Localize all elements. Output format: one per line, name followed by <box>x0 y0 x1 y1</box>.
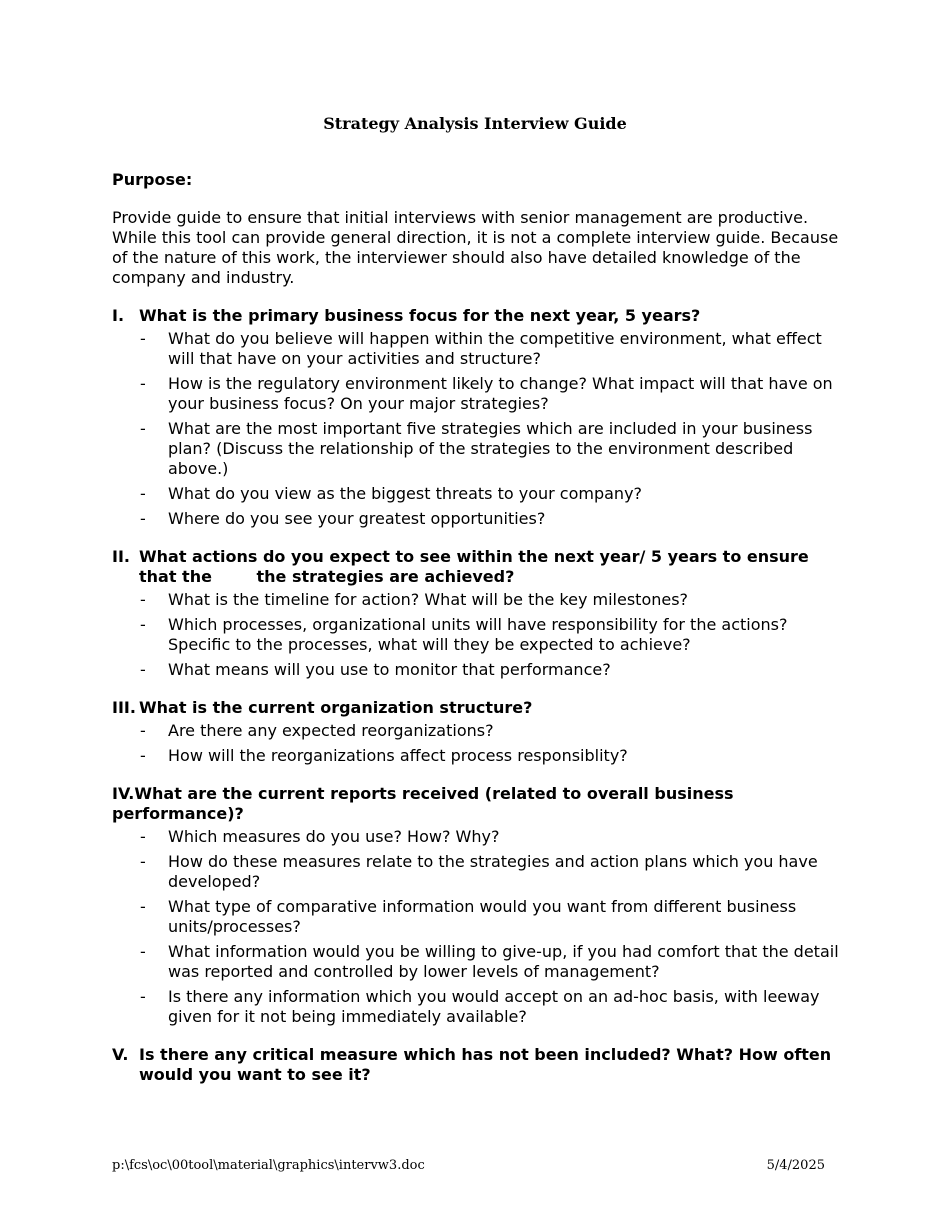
question-text: How is the regulatory environment likely to change? What impact will that have on your business focus? On your major strategies? <box>168 374 833 413</box>
dash-bullet: - <box>140 746 146 765</box>
list-item <box>112 590 842 610</box>
question-text: Is there any information which you would accept on an ad-hoc basis, with leeway given for it not being immediately available? <box>168 987 820 1026</box>
section-4 <box>112 784 842 1027</box>
list-item <box>112 987 842 1027</box>
question-text: How do these measures relate to the strategies and action plans which you have developed? <box>168 852 818 891</box>
dash-bullet: - <box>140 897 146 916</box>
section-2 <box>112 547 842 680</box>
question-list <box>112 590 842 680</box>
list-item <box>112 660 842 680</box>
list-item <box>112 615 842 655</box>
section-number: III. <box>112 698 136 717</box>
list-item <box>112 827 842 847</box>
section-heading <box>112 1045 842 1085</box>
question-list <box>112 827 842 1027</box>
question-text: What do you believe will happen within the competitive environment, what effect will that have on your activities and structure? <box>168 329 822 368</box>
dash-bullet: - <box>140 374 146 393</box>
list-item <box>112 942 842 982</box>
section-heading <box>112 784 842 824</box>
dash-bullet: - <box>140 590 146 609</box>
section-heading-text: What actions do you expect to see within the next year/ 5 years to ensure that the the strategies are achieved? <box>139 547 815 586</box>
dash-bullet: - <box>140 615 146 634</box>
section-heading <box>112 306 842 326</box>
section-number: I. <box>112 306 125 325</box>
question-text: Are there any expected reorganizations? <box>168 721 494 740</box>
question-text: How will the reorganizations affect process responsiblity? <box>168 746 628 765</box>
section-number: II. <box>112 547 130 566</box>
list-item <box>112 374 842 414</box>
document-body <box>112 170 842 1103</box>
list-item <box>112 484 842 504</box>
section-number: IV. <box>112 784 135 803</box>
purpose-heading: Purpose: <box>112 170 193 189</box>
question-text: What is the timeline for action? What will be the key milestones? <box>168 590 689 609</box>
section-heading-text: Is there any critical measure which has not been included? What? How often would you want to see it? <box>139 1045 832 1084</box>
list-item <box>112 852 842 892</box>
dash-bullet: - <box>140 721 146 740</box>
section-heading-text: What is the current organization structure? <box>139 698 533 717</box>
footer-date: 5/4/2025 <box>766 1158 825 1173</box>
question-text: What information would you be willing to give-up, if you had comfort that the detail was reported and controlled by lower levels of management? <box>168 942 839 981</box>
section-heading <box>112 547 842 587</box>
list-item <box>112 419 842 479</box>
section-3 <box>112 698 842 766</box>
list-item <box>112 746 842 766</box>
dash-bullet: - <box>140 987 146 1006</box>
section-heading <box>112 698 842 718</box>
dash-bullet: - <box>140 419 146 438</box>
question-text: What means will you use to monitor that performance? <box>168 660 611 679</box>
question-text: What type of comparative information would you want from different business units/processes? <box>168 897 797 936</box>
list-item <box>112 897 842 937</box>
question-text: Which measures do you use? How? Why? <box>168 827 500 846</box>
purpose-paragraph: Provide guide to ensure that initial interviews with senior management are productive. While this tool can provide general direction, it is not a complete interview guide. Because of the nature of this work, the interviewer should also have detailed knowledge of the company and industry. <box>112 208 839 287</box>
dash-bullet: - <box>140 660 146 679</box>
question-text: Where do you see your greatest opportunities? <box>168 509 546 528</box>
question-list <box>112 329 842 529</box>
section-5 <box>112 1045 842 1085</box>
dash-bullet: - <box>140 942 146 961</box>
list-item <box>112 329 842 369</box>
dash-bullet: - <box>140 484 146 503</box>
footer-file-path: p:\fcs\oc\00tool\material\graphics\intervw3.doc <box>112 1158 425 1173</box>
question-list <box>112 721 842 766</box>
question-text: What are the most important five strategies which are included in your business plan? (Discuss the relationship of the strategies to the environment described above.) <box>168 419 813 478</box>
list-item <box>112 721 842 741</box>
section-heading-text: What are the current reports received (related to overall business performance)? <box>112 784 734 823</box>
section-1 <box>112 306 842 529</box>
dash-bullet: - <box>140 852 146 871</box>
dash-bullet: - <box>140 827 146 846</box>
list-item <box>112 509 842 529</box>
dash-bullet: - <box>140 509 146 528</box>
section-heading-text: What is the primary business focus for the next year, 5 years? <box>139 306 701 325</box>
page-title: Strategy Analysis Interview Guide <box>323 114 627 133</box>
question-text: What do you view as the biggest threats to your company? <box>168 484 643 503</box>
question-text: Which processes, organizational units will have responsibility for the actions? Specific to the processes, what will they be expected to achieve? <box>168 615 788 654</box>
section-number: V. <box>112 1045 129 1064</box>
dash-bullet: - <box>140 329 146 348</box>
